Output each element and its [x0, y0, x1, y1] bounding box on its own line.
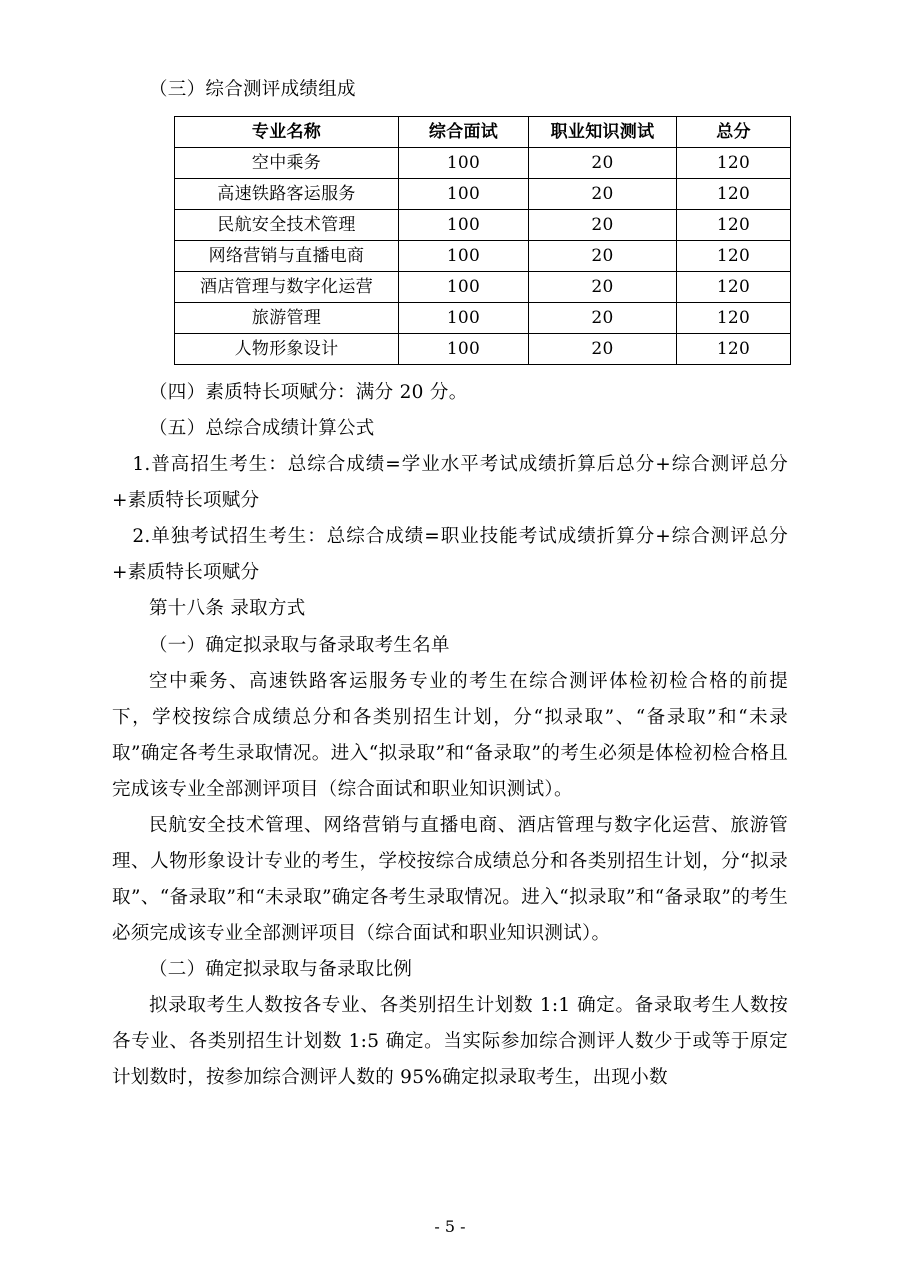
table-header-row — [175, 117, 791, 148]
table-row — [175, 210, 791, 241]
table-cell-total: 120 — [677, 241, 791, 272]
table-cell-major: 酒店管理与数字化运营 — [175, 272, 399, 303]
table-row — [175, 303, 791, 334]
table-header-cell: 专业名称 — [175, 117, 399, 148]
table-cell-interview: 100 — [399, 272, 529, 303]
table-cell-major: 空中乘务 — [175, 148, 399, 179]
formula-item-1: 1.普高招生考生：总综合成绩=学业水平考试成绩折算后总分+综合测评总分+素质特长项赋分 — [112, 454, 788, 512]
article-18-heading: 第十八条 录取方式 — [149, 598, 306, 620]
table-cell-total: 120 — [677, 272, 791, 303]
table-row — [175, 148, 791, 179]
table-header-cell: 总分 — [677, 117, 791, 148]
table-cell-major: 高速铁路客运服务 — [175, 179, 399, 210]
table-cell-knowledge: 20 — [529, 179, 677, 210]
table-cell-interview: 100 — [399, 334, 529, 365]
comprehensive-score-table — [174, 116, 791, 365]
table-row — [175, 241, 791, 272]
article-18-sub1-heading: （一）确定拟录取与备录取考生名单 — [149, 634, 450, 656]
section-four-line: （四）素质特长项赋分：满分 20 分。 — [149, 382, 468, 404]
table-cell-major: 旅游管理 — [175, 303, 399, 334]
table-cell-knowledge: 20 — [529, 334, 677, 365]
table-row — [175, 179, 791, 210]
table-cell-total: 120 — [677, 179, 791, 210]
comprehensive-score-table-wrapper — [112, 116, 788, 365]
table-header-cell: 综合面试 — [399, 117, 529, 148]
table-cell-interview: 100 — [399, 148, 529, 179]
table-cell-total: 120 — [677, 148, 791, 179]
article-18-sub1-paragraph-2: 民航安全技术管理、网络营销与直播电商、酒店管理与数字化运营、旅游管理、人物形象设计专业的考生，学校按综合成绩总分和各类别招生计划，分“拟录取”、“备录取”和“未录取”确定各考生录取情况。进入“拟录取”和“备录取”的考生必须完成该专业全部测评项目（综合面试和职业知识测试）。 — [112, 814, 788, 944]
table-cell-knowledge: 20 — [529, 210, 677, 241]
article-18-sub1-paragraph-1: 空中乘务、高速铁路客运服务专业的考生在综合测评体检初检合格的前提下，学校按综合成绩总分和各类别招生计划，分“拟录取”、“备录取”和“未录取”确定各考生录取情况。进入“拟录取”和“备录取”的考生必须是体检初检合格且完成该专业全部测评项目（综合面试和职业知识测试）。 — [112, 670, 788, 800]
table-cell-knowledge: 20 — [529, 303, 677, 334]
table-header-cell: 职业知识测试 — [529, 117, 677, 148]
table-cell-total: 120 — [677, 334, 791, 365]
table-row — [175, 272, 791, 303]
section-heading-five: （五）总综合成绩计算公式 — [149, 418, 375, 440]
table-cell-major: 人物形象设计 — [175, 334, 399, 365]
table-cell-total: 120 — [677, 210, 791, 241]
article-18-sub2-heading: （二）确定拟录取与备录取比例 — [149, 959, 413, 981]
table-cell-knowledge: 20 — [529, 148, 677, 179]
section-heading-three: （三）综合测评成绩组成 — [149, 79, 356, 100]
table-cell-interview: 100 — [399, 241, 529, 272]
article-18-sub2-paragraph-1: 拟录取考生人数按各专业、各类别招生计划数 1:1 确定。备录取考生人数按各专业、各类别招生计划数 1:5 确定。当实际参加综合测评人数少于或等于原定计划数时，按参加综合测评人数的 95%确定拟录取考生，出现小数 — [112, 995, 788, 1089]
formula-item-2: 2.单独考试招生考生：总综合成绩=职业技能考试成绩折算分+综合测评总分+素质特长项赋分 — [112, 526, 788, 584]
table-cell-total: 120 — [677, 303, 791, 334]
table-cell-knowledge: 20 — [529, 241, 677, 272]
page-number-footer: - 5 - — [434, 1217, 466, 1236]
table-cell-interview: 100 — [399, 303, 529, 334]
document-body — [112, 72, 788, 1096]
table-row — [175, 334, 791, 365]
table-cell-major: 网络营销与直播电商 — [175, 241, 399, 272]
table-cell-knowledge: 20 — [529, 272, 677, 303]
table-cell-interview: 100 — [399, 210, 529, 241]
table-cell-interview: 100 — [399, 179, 529, 210]
table-cell-major: 民航安全技术管理 — [175, 210, 399, 241]
